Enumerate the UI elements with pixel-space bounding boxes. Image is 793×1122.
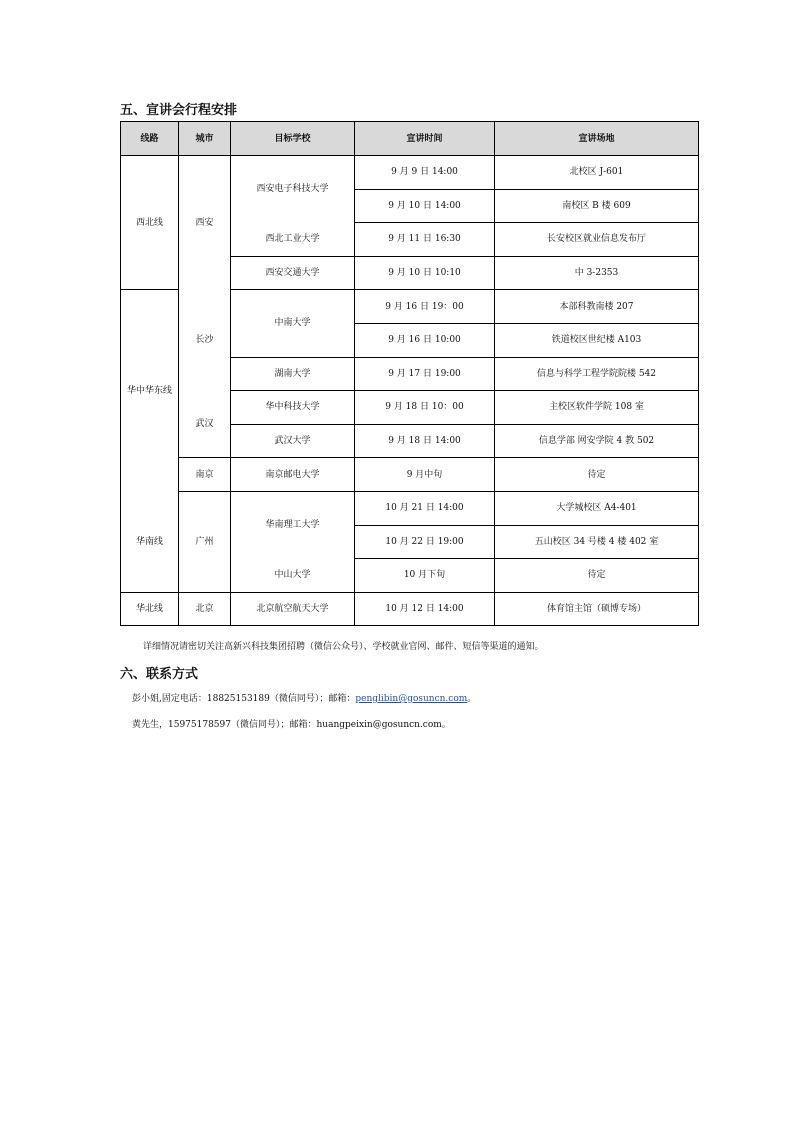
venue-cell: 铁道校区世纪楼 A103: [495, 323, 699, 357]
table-row: [121, 290, 699, 324]
city-cell: 西安: [179, 156, 231, 290]
city-cell: 长沙: [179, 290, 231, 391]
school-cell: 武汉大学: [231, 424, 355, 458]
email-link-peng[interactable]: penglibin@gosuncn.com: [355, 694, 468, 704]
venue-cell: 北校区 J-601: [495, 156, 699, 190]
route-cell: 华北线: [121, 592, 179, 626]
header-school: 目标学校: [231, 122, 355, 156]
venue-cell: 五山校区 34 号楼 4 楼 402 室: [495, 525, 699, 559]
time-cell: 9 月 16 日 10:00: [355, 323, 495, 357]
school-cell: 北京航空航天大学: [231, 592, 355, 626]
table-row: [121, 458, 699, 492]
time-cell: 9 月 10 日 14:00: [355, 189, 495, 223]
city-cell: 北京: [179, 592, 231, 626]
venue-cell: 信息学部 网安学院 4 教 502: [495, 424, 699, 458]
time-cell: 9 月 18 日 10：00: [355, 391, 495, 425]
school-cell: 华南理工大学: [231, 491, 355, 558]
time-cell: 9 月 11 日 16:30: [355, 223, 495, 257]
contact-peng-suffix: 。: [467, 694, 477, 704]
time-cell: 9 月 18 日 14:00: [355, 424, 495, 458]
contact-peng-text: 彭小姐,固定电话：18825153189（微信同号）；邮箱：: [132, 694, 356, 704]
section-title-contact: 六、联系方式: [120, 667, 199, 682]
school-cell: 南京邮电大学: [231, 458, 355, 492]
school-cell: 西安电子科技大学: [231, 156, 355, 223]
schedule-note: 详细情况请密切关注高新兴科技集团招聘（微信公众号）、学校就业官网、邮件、短信等渠道的通知。: [143, 642, 544, 652]
school-cell: 中南大学: [231, 290, 355, 357]
city-cell: 武汉: [179, 391, 231, 458]
venue-cell: 待定: [495, 559, 699, 593]
time-cell: 9 月 10 日 10:10: [355, 256, 495, 290]
city-cell: 广州: [179, 491, 231, 592]
route-cell: 西北线: [121, 156, 179, 290]
header-venue: 宣讲场地: [495, 122, 699, 156]
time-cell: 10 月 21 日 14:00: [355, 491, 495, 525]
contact-line-peng: [132, 691, 476, 704]
venue-cell: 中 3-2353: [495, 256, 699, 290]
table-row: [121, 391, 699, 425]
school-cell: 华中科技大学: [231, 391, 355, 425]
table-row: [121, 156, 699, 190]
time-cell: 9 月中旬: [355, 458, 495, 492]
venue-cell: 主校区软件学院 108 室: [495, 391, 699, 425]
header-city: 城市: [179, 122, 231, 156]
venue-cell: 南校区 B 楼 609: [495, 189, 699, 223]
table-row: [121, 592, 699, 626]
route-cell: 华中华东线: [121, 290, 179, 492]
contact-line-huang: 黄先生，15975178597（微信同号）；邮箱：huangpeixin@gosuncn.com。: [132, 720, 451, 730]
time-cell: 10 月 22 日 19:00: [355, 525, 495, 559]
school-cell: 中山大学: [231, 559, 355, 593]
school-cell: 湖南大学: [231, 357, 355, 391]
section-title-schedule: 五、宣讲会行程安排: [120, 103, 238, 118]
venue-cell: 体育馆主馆（硕博专场）: [495, 592, 699, 626]
time-cell: 10 月 12 日 14:00: [355, 592, 495, 626]
city-cell: 南京: [179, 458, 231, 492]
time-cell: 9 月 16 日 19：00: [355, 290, 495, 324]
table-row: [121, 491, 699, 525]
school-cell: 西安交通大学: [231, 256, 355, 290]
venue-cell: 本部科教南楼 207: [495, 290, 699, 324]
schedule-table: [120, 121, 699, 626]
header-time: 宣讲时间: [355, 122, 495, 156]
venue-cell: 信息与科学工程学院院楼 542: [495, 357, 699, 391]
venue-cell: 待定: [495, 458, 699, 492]
route-cell: 华南线: [121, 491, 179, 592]
venue-cell: 长安校区就业信息发布厅: [495, 223, 699, 257]
time-cell: 9 月 17 日 19:00: [355, 357, 495, 391]
venue-cell: 大学城校区 A4-401: [495, 491, 699, 525]
header-route: 线路: [121, 122, 179, 156]
school-cell: 西北工业大学: [231, 223, 355, 257]
table-header-row: [121, 122, 699, 156]
time-cell: 9 月 9 日 14:00: [355, 156, 495, 190]
time-cell: 10 月下旬: [355, 559, 495, 593]
